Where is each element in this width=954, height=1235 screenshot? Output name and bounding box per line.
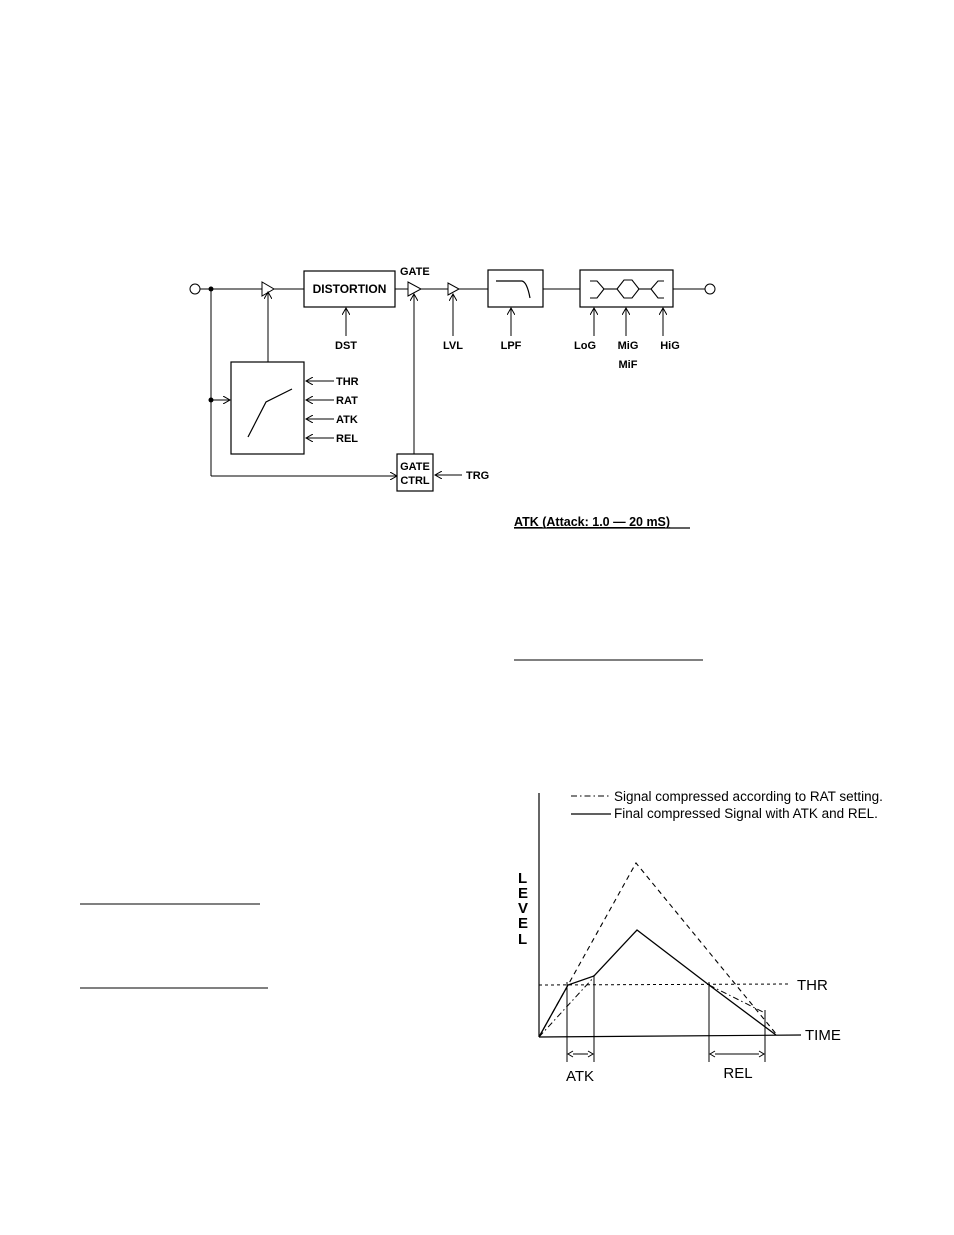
signal-flow-diagram bbox=[190, 266, 715, 491]
output-terminal bbox=[705, 284, 715, 294]
level-amp-icon bbox=[448, 283, 459, 295]
compressor-param-arrows bbox=[306, 381, 334, 438]
y-letter-1: L bbox=[518, 870, 528, 887]
y-letter-5: L bbox=[518, 931, 528, 948]
trg-label: TRG bbox=[466, 470, 490, 482]
rel-label: REL bbox=[723, 1065, 753, 1082]
final-compressed-curve bbox=[539, 930, 776, 1037]
gate-amp-icon bbox=[408, 282, 421, 296]
y-letter-4: E bbox=[518, 915, 529, 932]
input-signal-curve bbox=[539, 863, 777, 1037]
rat-param-label: RAT bbox=[336, 395, 358, 407]
input-terminal bbox=[190, 284, 200, 294]
lvl-label: LVL bbox=[443, 340, 463, 352]
mif-label: MiF bbox=[618, 359, 638, 371]
dst-label: DST bbox=[335, 340, 357, 352]
y-letter-2: E bbox=[518, 885, 529, 902]
thr-param-label: THR bbox=[336, 376, 359, 388]
lpf-block bbox=[488, 270, 543, 307]
mig-label: MiG bbox=[617, 340, 639, 352]
gate-ctrl-label-1: GATE bbox=[400, 461, 430, 473]
x-axis bbox=[539, 1035, 801, 1037]
distortion-label: DISTORTION bbox=[312, 282, 387, 296]
hig-label: HiG bbox=[660, 340, 680, 352]
atk-label: ATK bbox=[565, 1068, 595, 1085]
atk-param-label: ATK bbox=[336, 414, 358, 426]
eq-block bbox=[580, 270, 673, 307]
gate-label: GATE bbox=[400, 266, 430, 278]
time-label: TIME bbox=[805, 1027, 841, 1044]
compressor-block bbox=[231, 362, 304, 454]
rel-param-label: REL bbox=[336, 433, 358, 445]
threshold-line bbox=[539, 984, 790, 985]
y-letter-3: V bbox=[518, 900, 529, 917]
thr-label: THR bbox=[797, 977, 828, 994]
legend-solid-text: Final compressed Signal with ATK and REL. bbox=[614, 806, 878, 821]
attack-release-graph bbox=[518, 789, 883, 1085]
legend-dashdot-text: Signal compressed according to RAT setting. bbox=[614, 789, 883, 804]
lpf-label: LPF bbox=[500, 340, 522, 352]
gate-ctrl-label-2: CTRL bbox=[400, 475, 430, 487]
log-label: LoG bbox=[574, 340, 596, 352]
atk-heading: ATK (Attack: 1.0 — 20 mS) bbox=[514, 515, 671, 529]
